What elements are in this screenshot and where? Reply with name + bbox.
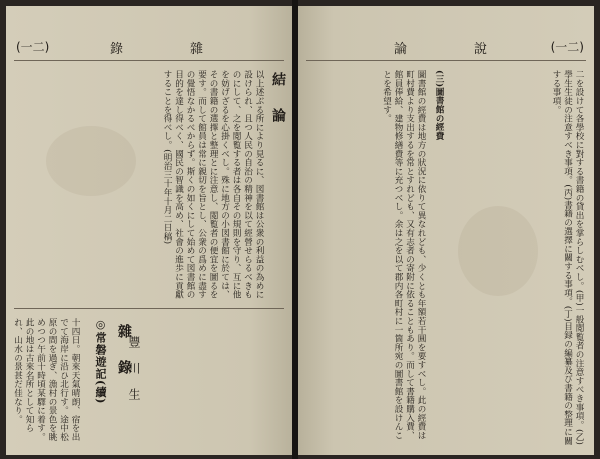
left-page-number: (一二) [16, 40, 50, 54]
editorial-heading: 結論 [270, 72, 286, 144]
left-page [6, 6, 292, 455]
author-name: 豐川生 [127, 336, 141, 414]
body-text: 二を設けて各學校に對する書籍の貸出を掌らしむべし。(甲)一般閲覧者の注意すべき事項。(乙)學生生徒の注意すべき事項。(丙)書籍の選擇に關する事項。(丁)目録の編纂及び書籍の整理に關する事項。 [551, 70, 584, 446]
left-header-left-word: 錄 [110, 42, 126, 57]
left-page-header [14, 36, 284, 61]
editorial-text: 以上述ぶる所により見るに、図書館は公衆の利益の為めに設けられ、且つ人民の自治の精神を以て經營せらるべきものにして、之を閲覧する者は各自その規則を守り、互に他を妨げざるを心掛くべし。殊に地方の小図書館に於ては、その書籍の選擇と整理とに注意し、閲覧者の便宜を圖るを要す。而して館員は常に親切を旨とし、公衆の爲めに盡すの覺悟なかるべからず。斯くの如くにして始めて図書館の目的を達し得べく、國民の智識を高め、社會の進歩に貢獻することを得べし。(明治三十年十月二日稿) [162, 70, 264, 299]
travel-text: 十四日。朝來天氣晴朗、宿を出でて海岸に沿ひ北行す。途中松原の間を過ぎ、漁村の景色を眺めつつ午前十時頃某驛に着す。此の地は古來名所として知られ、山水の景甚だ佳なり。 [12, 318, 80, 442]
right-page-header [306, 36, 586, 61]
left-header-right-word: 雜 [190, 42, 206, 57]
right-page [298, 6, 594, 455]
section-title: ◎常磐遊記(續) [94, 318, 107, 405]
zatsuroku-label: 雜錄 [116, 324, 132, 396]
paper-stain [46, 126, 136, 196]
section-text: 圖書館の經費は地方の狀況に依りて異なれども、少くとも年額若干圓を要すべし。此の經費は町村費より支出するを常とすれども、又有志者の寄附に依ることもあり。而して書籍購入費、館員俸給、建物修繕費等に充つべし。余は之を以て郡内各町村に一箇所宛の圖書館を設けんことを希望す。 [381, 70, 426, 440]
section-heading: (三)圖書館の經費 [434, 70, 444, 141]
right-header-left-word: 論 [394, 42, 410, 57]
right-page-number: (一二) [550, 40, 584, 54]
right-header-right-word: 說 [474, 42, 490, 57]
section-divider [14, 308, 284, 309]
